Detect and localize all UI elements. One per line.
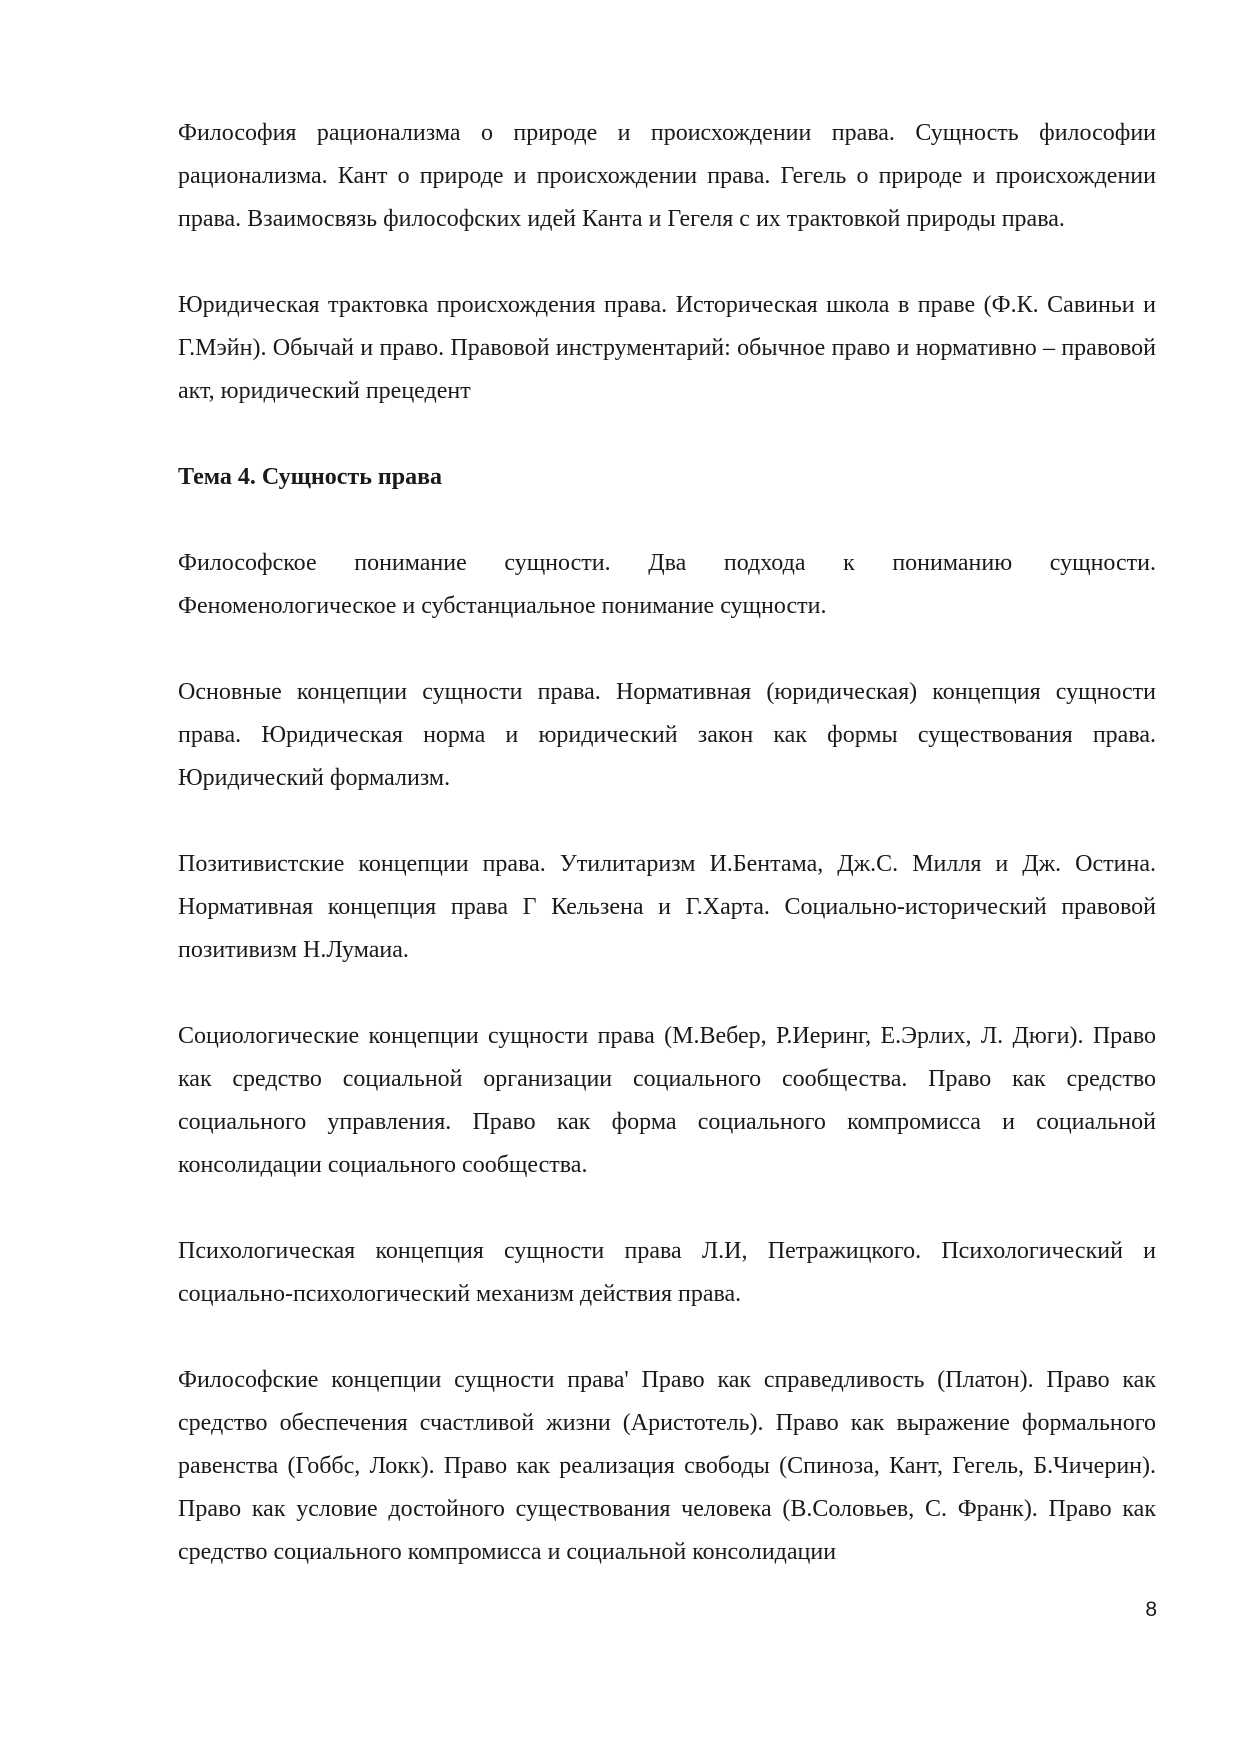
paragraph-philosophical-essence: Философское понимание сущности. Два подхода к пониманию сущности. Феноменологическое и субстанциальное понимание сущности. — [178, 550, 1156, 619]
paragraph-legal-origin: Юридическая трактовка происхождения права. Историческая школа в праве (Ф.К. Савиньи и Г.Мэйн). Обычай и право. Правовой инструментарий: обычное право и нормативно – правовой акт, юридический прецедент — [178, 292, 1156, 404]
paragraph-positivist-concepts: Позитивистские концепции права. Утилитаризм И.Бентама, Дж.С. Милля и Дж. Остина. Нормативная концепция права Г Кельзена и Г.Харта. Социально-исторический правовой позитивизм Н.Лумаиа. — [178, 851, 1156, 963]
page-body — [178, 112, 1156, 1617]
paragraph-sociological-concepts: Социологические концепции сущности права (М.Вебер, Р.Иеринг, Е.Эрлих, Л. Дюги). Право как средство социальной организации социального сообщества. Право как средство социального управления. Право как форма социального компромисса и социальной консолидации социального сообщества. — [178, 1023, 1156, 1178]
page-number: 8 — [1145, 1598, 1157, 1621]
paragraph-philosophical-concepts: Философские концепции сущности права' Право как справедливость (Платон). Право как средство обеспечения счастливой жизни (Аристотель). Право как выражение формального равенства (Гоббс, Локк). Право как реализация свободы (Спиноза, Кант, Гегель, Б.Чичерин). Право как условие достойного существования человека (В.Соловьев, С. Франк). Право как средство социального компромисса и социальной консолидации — [178, 1367, 1156, 1565]
paragraph-psychological-concept: Психологическая концепция сущности права Л.И, Петражицкого. Психологический и социально-психологический механизм действия права. — [178, 1238, 1156, 1307]
paragraph-rationalism: Философия рационализма о природе и происхождении права. Сущность философии рационализма. Кант о природе и происхождении права. Гегель о природе и происхождении права. Взаимосвязь философских идей Канта и Гегеля с их трактовкой природы права. — [178, 120, 1156, 232]
paragraph-main-concepts: Основные концепции сущности права. Нормативная (юридическая) концепция сущности права. Юридическая норма и юридический закон как формы существования права. Юридический формализм. — [178, 679, 1156, 791]
section-heading: Тема 4. Сущность права — [178, 464, 443, 490]
